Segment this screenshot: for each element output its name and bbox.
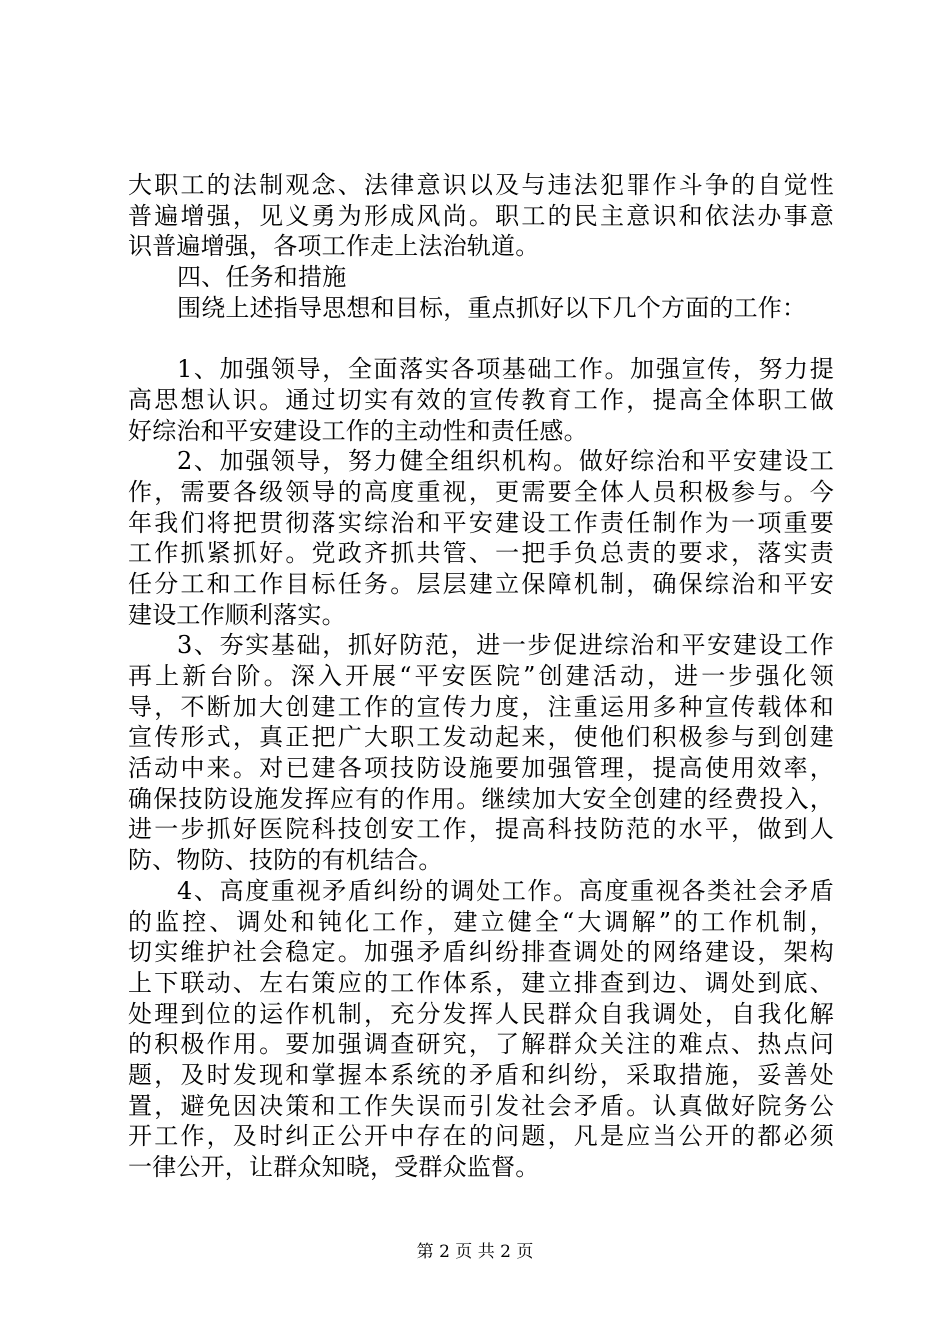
text-line: 上下联动、左右策应的工作体系，建立排查到边、调处到底、 (128, 968, 834, 997)
text-line: 导，不断加大创建工作的宣传力度，注重运用多种宣传载体和 (128, 692, 834, 721)
text-line: 大职工的法制观念、法律意识以及与违法犯罪作斗争的自觉性 (128, 171, 834, 199)
text-line: 宣传形式，真正把广大职工发动起来，使他们积极参与到创建 (128, 723, 834, 752)
text-line: 活动中来。对已建各项技防设施要加强管理，提高使用效率， (128, 754, 834, 783)
text-line: 1、加强领导，全面落实各项基础工作。加强宣传，努力提 (177, 355, 834, 384)
text-line: 任分工和工作目标任务。层层建立保障机制，确保综治和平安 (128, 569, 834, 598)
text-line: 好综治和平安建设工作的主动性和责任感。 (128, 416, 588, 445)
blank-line (128, 323, 834, 354)
text-line: 确保技防设施发挥应有的作用。继续加大安全创建的经费投入， (128, 784, 834, 813)
text-line: 普遍增强，见义勇为形成风尚。职工的民主意识和依法办事意 (128, 201, 834, 230)
text-line: 4、高度重视矛盾纠纷的调处工作。高度重视各类社会矛盾 (177, 876, 834, 905)
text-line: 处理到位的运作机制，充分发挥人民群众自我调处，自我化解 (128, 999, 834, 1028)
text-line: 高思想认识。通过切实有效的宣传教育工作，提高全体职工做 (128, 385, 834, 414)
text-line: 围绕上述指导思想和目标，重点抓好以下几个方面的工作： (177, 293, 807, 322)
text-line: 作，需要各级领导的高度重视，更需要全体人员积极参与。今 (128, 477, 834, 506)
text-line: 年我们将把贯彻落实综治和平安建设工作责任制作为一项重要 (128, 508, 834, 537)
page-footer: 第 2 页 共 2 页 (416, 1242, 534, 1262)
document-body (128, 170, 834, 1183)
text-line: 再上新台阶。深入开展“平安医院”创建活动，进一步强化领 (128, 662, 834, 690)
text-line: 识普遍增强，各项工作走上法治轨道。 (128, 232, 540, 261)
text-line: 切实维护社会稳定。加强矛盾纠纷排查调处的网络建设，架构 (128, 938, 834, 967)
text-line: 的监控、调处和钝化工作，建立健全“大调解”的工作机制， (128, 907, 834, 936)
text-line: 四、任务和措施 (177, 263, 347, 292)
text-line: 进一步抓好医院科技创安工作，提高科技防范的水平，做到人 (128, 815, 834, 844)
text-line: 工作抓紧抓好。党政齐抓共管、一把手负总责的要求，落实责 (128, 539, 834, 568)
text-line: 一律公开，让群众知晓，受群众监督。 (128, 1153, 540, 1181)
text-line: 开工作，及时纠正公开中存在的问题，凡是应当公开的都必须 (128, 1122, 834, 1151)
text-line: 3、夯实基础，抓好防范，进一步促进综治和平安建设工作 (177, 631, 834, 660)
text-line: 的积极作用。要加强调查研究，了解群众关注的难点、热点问 (128, 1030, 834, 1059)
text-line: 置，避免因决策和工作失误而引发社会矛盾。认真做好院务公 (128, 1091, 834, 1120)
text-line: 建设工作顺利落实。 (128, 600, 346, 629)
text-line: 2、加强领导，努力健全组织机构。做好综治和平安建设工 (177, 447, 834, 476)
text-line: 题，及时发现和掌握本系统的矛盾和纠纷，采取措施，妥善处 (128, 1060, 834, 1089)
text-line: 防、物防、技防的有机结合。 (128, 846, 443, 875)
